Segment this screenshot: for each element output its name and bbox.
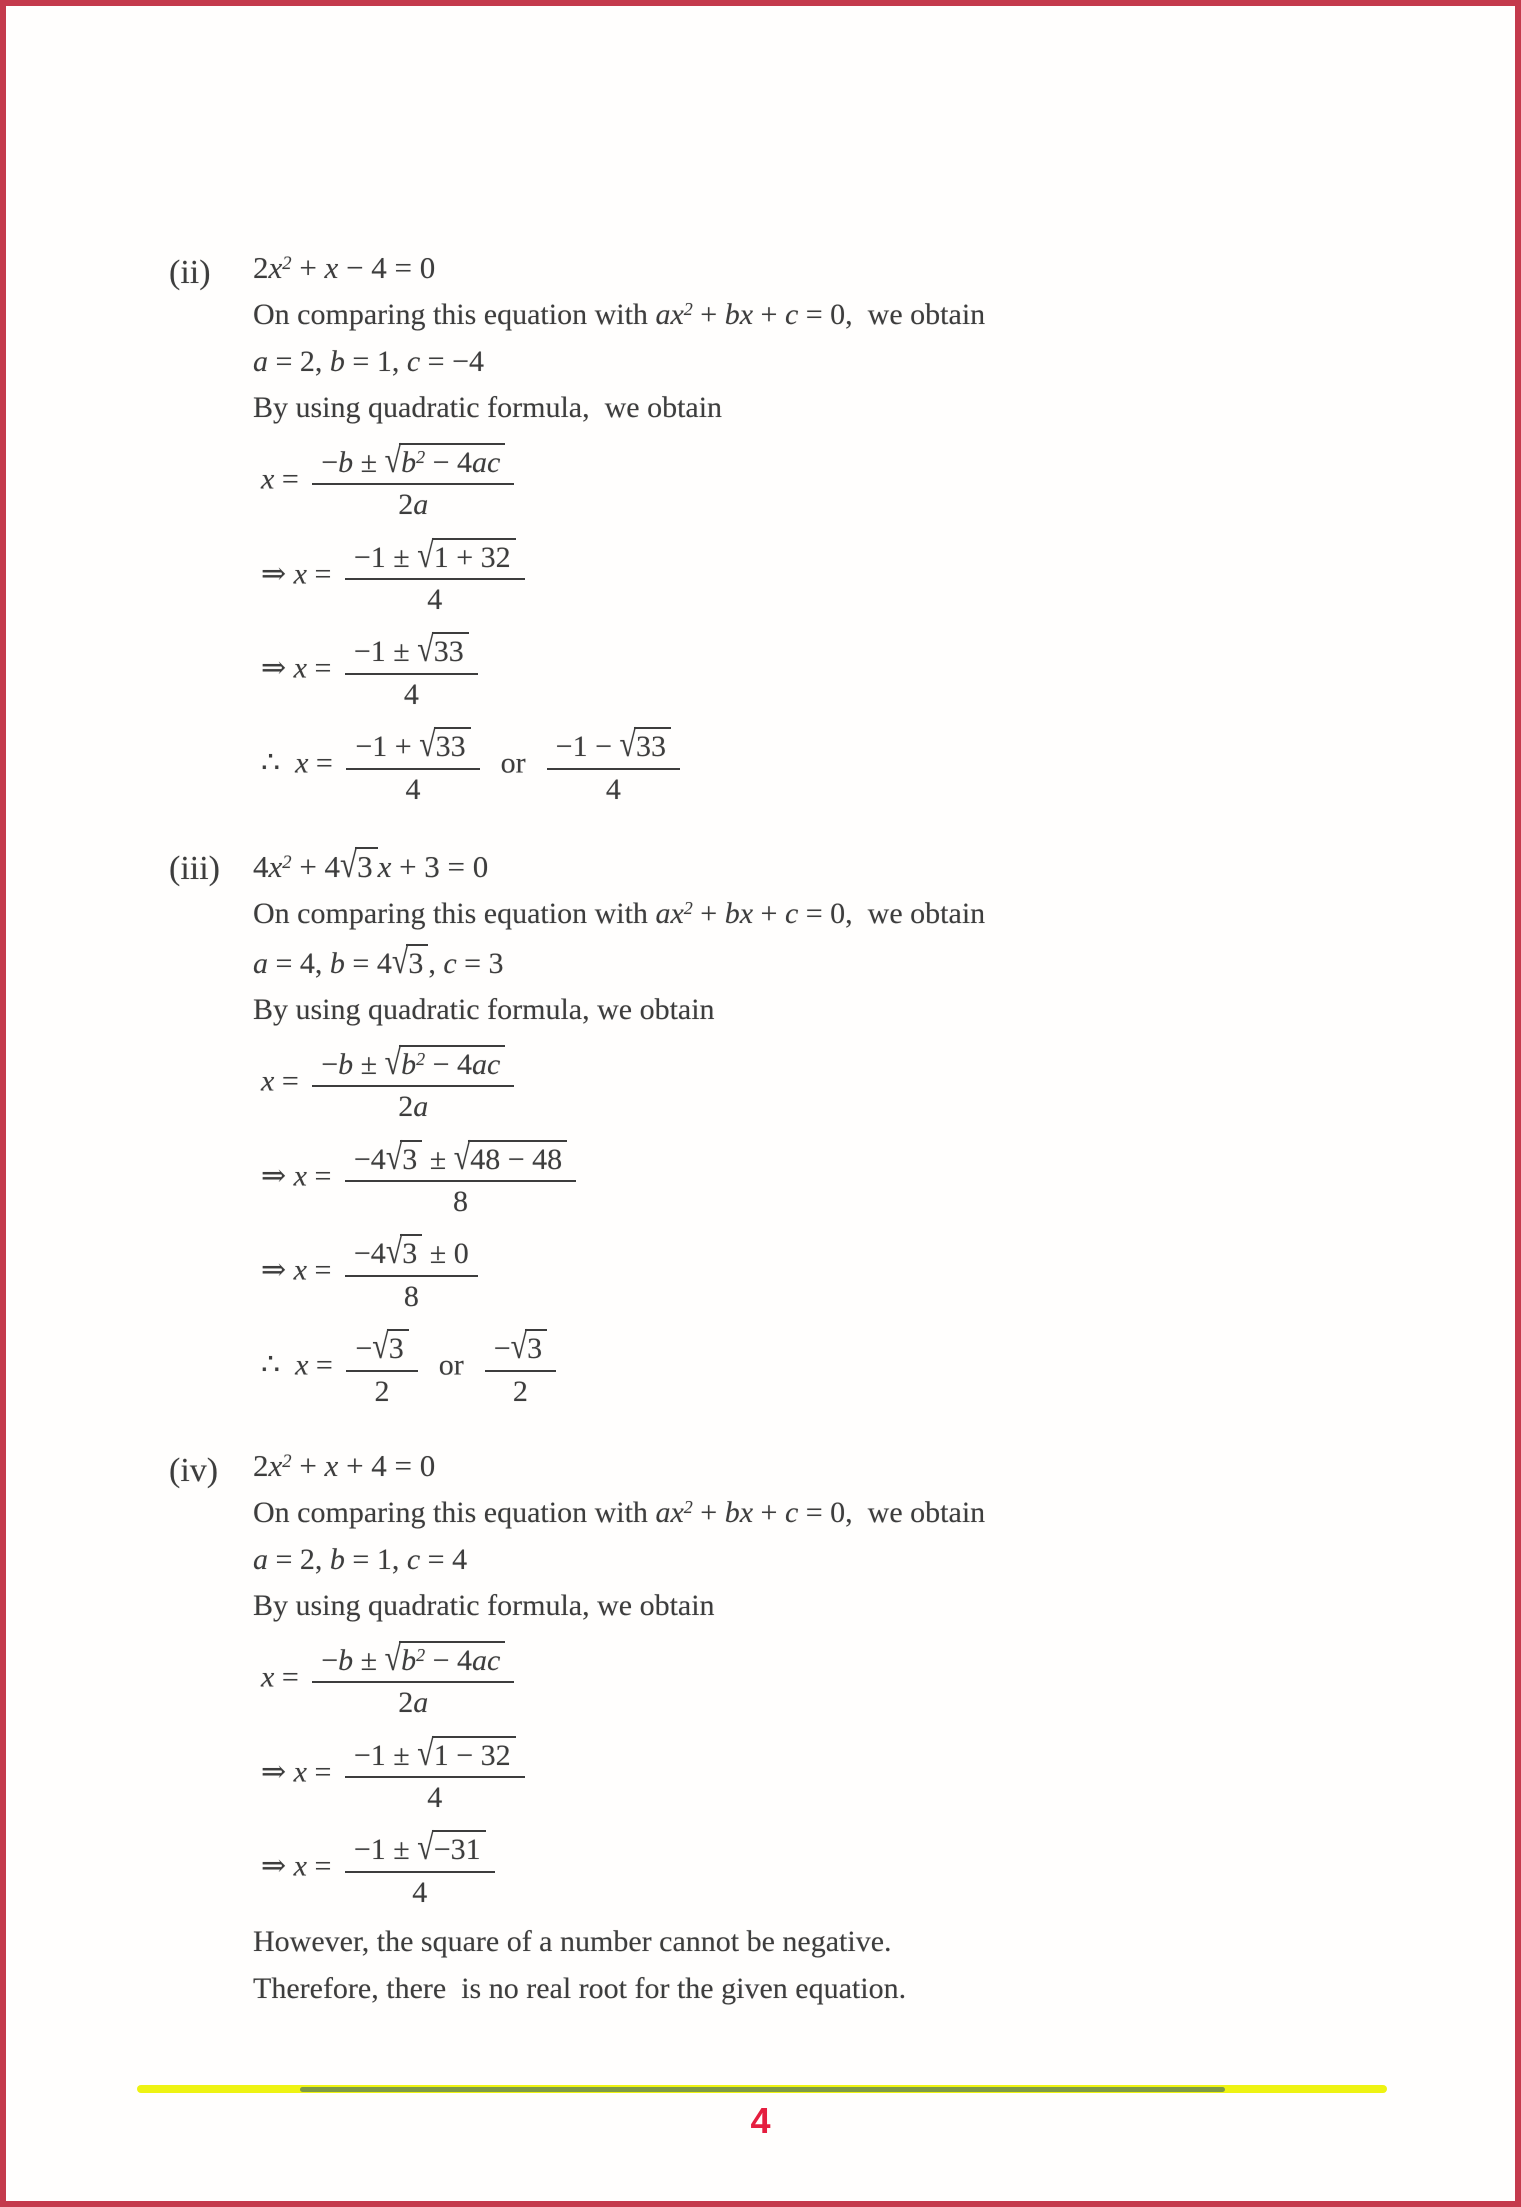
radical (453, 1137, 567, 1178)
denominator (346, 768, 479, 806)
section-body (253, 843, 1399, 1419)
math-text: = 0, we obtain (798, 897, 986, 931)
math-text: 1 + 32 (433, 540, 511, 574)
text-line (253, 1925, 1399, 1959)
radical (417, 1733, 515, 1774)
radical (372, 1326, 408, 1367)
math-text: = 3 (456, 946, 504, 980)
equation-line (253, 1825, 1399, 1912)
text-line (253, 897, 1399, 931)
math-text: ⇒ (261, 1754, 294, 1788)
math-text: 48 − 48 (470, 1142, 563, 1176)
denominator (345, 1776, 525, 1814)
math-text: = (306, 1754, 339, 1788)
numerator (345, 630, 478, 672)
radicand (432, 1830, 486, 1866)
fraction (346, 1327, 417, 1408)
section-body (253, 1449, 1399, 2018)
math-text: On comparing this equation with (253, 298, 656, 332)
math-text: − (321, 445, 339, 479)
fraction (345, 1828, 495, 1909)
equation-line (253, 251, 1399, 285)
math-text: = (306, 651, 339, 685)
math-text: b (338, 1047, 354, 1081)
denominator (312, 1681, 514, 1719)
numerator (312, 441, 514, 483)
math-text: ax (655, 897, 684, 931)
math-text: + (692, 298, 725, 332)
radical (384, 1042, 506, 1083)
radical (384, 1638, 506, 1679)
fraction (485, 1327, 556, 1408)
numerator (312, 1043, 514, 1085)
equation-line (253, 1229, 1399, 1316)
radical (384, 440, 506, 481)
fraction (346, 725, 479, 806)
math-text: = (274, 1064, 307, 1098)
text-line (253, 345, 1399, 379)
text-line (253, 993, 1399, 1027)
math-text: + (291, 1448, 325, 1483)
math-text: −4 (353, 1237, 386, 1271)
math-text: − (321, 1643, 339, 1677)
math-text: ⇒ (261, 1253, 294, 1287)
math-text: 33 (435, 730, 466, 764)
math-text: = 4 (420, 1542, 468, 1576)
math-text: 4 (427, 583, 443, 617)
math-text: ± (353, 1643, 385, 1677)
math-text: + (753, 1496, 785, 1530)
fraction (345, 1232, 478, 1313)
math-text: + 4 = 0 (338, 1448, 436, 1483)
numerator (345, 1828, 495, 1870)
math-text: = 4 (344, 946, 392, 980)
math-text: + (692, 897, 725, 931)
numerator (345, 1138, 576, 1180)
math-text: 8 (403, 1279, 419, 1313)
radical-sign-icon: √ (384, 1042, 402, 1083)
math-text: ax (655, 298, 684, 332)
math-text: x (261, 1064, 275, 1098)
math-text: = 1, (344, 1542, 407, 1576)
equation-line (253, 1040, 1399, 1127)
superscript: 2 (282, 252, 292, 274)
math-text: or (485, 746, 541, 780)
math-text: 1 − 32 (433, 1738, 511, 1772)
numerator (345, 1232, 478, 1274)
math-text: 2 (398, 488, 414, 522)
math-text: = (306, 1158, 339, 1192)
math-text: ⇒ (261, 556, 294, 590)
separator-line (137, 2085, 1387, 2093)
fraction (312, 1639, 514, 1720)
math-text: x (295, 746, 309, 780)
math-text: 2 (398, 1090, 414, 1124)
math-text: 2 (374, 1374, 390, 1408)
math-text: − (493, 1332, 511, 1366)
equation-line (253, 1324, 1399, 1411)
math-text: 3 (402, 1237, 418, 1271)
superscript: 2 (282, 851, 292, 873)
radical-sign-icon: √ (372, 1326, 389, 1367)
math-text: = (306, 556, 339, 590)
page-number: 4 (750, 2100, 771, 2141)
math-text: = (308, 1348, 341, 1382)
math-text: ± (353, 445, 385, 479)
math-text: 4 (253, 849, 269, 884)
math-text: c (443, 946, 457, 980)
math-text: bx (724, 298, 754, 332)
radical-sign-icon: √ (385, 1137, 403, 1178)
numerator (345, 1734, 525, 1776)
radical (340, 843, 378, 886)
math-text: However, the square of a number cannot be negative. (253, 1925, 892, 1959)
math-text: a (413, 488, 429, 522)
math-text: x (293, 1754, 307, 1788)
math-text: ⇒ (261, 1158, 294, 1192)
radical-sign-icon: √ (419, 724, 436, 765)
radicand (399, 1045, 505, 1081)
math-text: On comparing this equation with (253, 897, 656, 931)
radical-sign-icon: √ (384, 1638, 402, 1679)
math-text: x (268, 849, 283, 884)
math-text: −31 (433, 1833, 481, 1867)
math-text: −1 ± (353, 1833, 418, 1867)
text-line (253, 391, 1399, 425)
math-text: − 4 (425, 445, 473, 479)
text-line (253, 1496, 1399, 1530)
radicand (432, 632, 469, 668)
section-label: (iv) (169, 1452, 219, 1489)
radical (385, 1231, 422, 1273)
superscript: 2 (683, 299, 693, 320)
radical-sign-icon: √ (417, 1827, 434, 1869)
math-text: ax (655, 1496, 684, 1530)
equation-line (253, 722, 1399, 809)
math-text: c (784, 1496, 799, 1530)
math-text: − (355, 1332, 373, 1366)
equation-line (253, 627, 1399, 714)
radicand (468, 1140, 567, 1176)
math-text: x (293, 556, 307, 590)
math-text: ac (472, 1643, 501, 1677)
radicand (387, 1329, 409, 1365)
radical-sign-icon: √ (453, 1137, 471, 1178)
math-text: b (329, 946, 345, 980)
radical (385, 1137, 422, 1178)
math-text: b (338, 445, 354, 479)
math-text: x (295, 1348, 309, 1382)
math-text: By using quadratic formula, we obtain (253, 1589, 715, 1623)
fraction (312, 441, 514, 522)
radical-sign-icon: √ (391, 941, 409, 982)
math-text: −4 (353, 1142, 386, 1176)
math-text: = (274, 462, 307, 496)
denominator (346, 1370, 417, 1408)
math-text: = 4, (268, 946, 330, 980)
superscript: 2 (683, 1497, 693, 1518)
radical-sign-icon: √ (384, 440, 402, 481)
math-text: c (406, 1542, 421, 1576)
math-text: −1 + (355, 730, 420, 764)
radicand (355, 847, 378, 884)
fraction (345, 536, 525, 617)
math-text: ± (353, 1047, 385, 1081)
math-text: Therefore, there is no real root for the given equation. (253, 1971, 907, 2005)
math-text: By using quadratic formula, we obtain (253, 993, 715, 1027)
math-text: x (261, 462, 275, 496)
section-body (253, 251, 1399, 817)
radical-sign-icon: √ (417, 1733, 434, 1774)
radicand (634, 727, 671, 763)
denominator (345, 1871, 495, 1909)
math-text: − 4 (425, 1643, 473, 1677)
math-text: ± (422, 1142, 454, 1176)
denominator (312, 1085, 514, 1123)
math-text: = −4 (420, 344, 485, 378)
math-text: b (329, 344, 345, 378)
math-text: x (293, 1253, 307, 1287)
section-label: (ii) (169, 254, 211, 291)
superscript: 2 (416, 446, 426, 467)
math-text: + (753, 298, 785, 332)
math-text: 4 (403, 677, 419, 711)
fraction (547, 725, 680, 806)
radicand (432, 538, 516, 574)
math-text: ac (472, 445, 501, 479)
math-text: b (401, 1643, 417, 1677)
math-text: c (406, 344, 421, 378)
math-text: + (692, 1496, 725, 1530)
math-text: , (428, 946, 444, 980)
math-text: − 4 (425, 1047, 473, 1081)
math-text: a (253, 344, 268, 378)
math-text: x (324, 1448, 339, 1483)
math-text: − (321, 1047, 339, 1081)
math-text: 2 (512, 1374, 528, 1408)
radicand (400, 1140, 422, 1176)
radical (510, 1326, 547, 1367)
solution-section-iii (169, 843, 1399, 1419)
denominator (547, 768, 680, 806)
denominator (345, 1275, 478, 1313)
math-text: b (401, 445, 417, 479)
math-text: 3 (402, 1142, 418, 1176)
math-text: −1 ± (353, 1738, 418, 1772)
numerator (312, 1639, 514, 1681)
solution-section-iv (169, 1449, 1399, 2018)
radical (391, 941, 428, 982)
radicand (525, 1329, 547, 1365)
math-text: 2 (253, 1448, 269, 1483)
math-text: = (274, 1660, 307, 1694)
math-text: 33 (635, 730, 666, 764)
denominator (345, 673, 478, 711)
math-text: ± 0 (422, 1237, 469, 1271)
math-text: + (291, 250, 325, 285)
radical-sign-icon: √ (417, 535, 434, 576)
math-text: a (413, 1090, 429, 1124)
numerator (547, 725, 680, 767)
fraction (345, 630, 478, 711)
radical (417, 535, 515, 576)
math-text: −1 ± (353, 540, 418, 574)
fraction (345, 1138, 576, 1219)
math-text: = 2, (268, 1542, 330, 1576)
math-text: = 2, (268, 344, 330, 378)
math-text: x (261, 1660, 275, 1694)
math-text: x (293, 651, 307, 685)
radicand (434, 727, 471, 763)
math-text: = 0, we obtain (798, 298, 986, 332)
radical (619, 724, 671, 765)
math-text: 3 (527, 1332, 543, 1366)
math-text: b (329, 1542, 345, 1576)
superscript: 2 (282, 1450, 292, 1472)
math-text: or (423, 1348, 479, 1382)
math-text: b (338, 1643, 354, 1677)
math-text: a (413, 1686, 429, 1720)
text-line (253, 941, 1399, 982)
math-text: ⇒ (261, 651, 294, 685)
radicand (399, 443, 505, 479)
math-text: x (268, 250, 283, 285)
math-text: bx (724, 897, 754, 931)
superscript: 2 (416, 1048, 426, 1069)
math-text: 3 (408, 946, 424, 980)
math-text: x (324, 250, 339, 285)
math-text: 3 (357, 849, 373, 884)
math-text: + 4 (291, 849, 341, 884)
math-text: bx (724, 1496, 754, 1530)
math-text: − 4 = 0 (338, 250, 436, 285)
radical-sign-icon: √ (510, 1326, 528, 1367)
radical-sign-icon: √ (619, 724, 636, 765)
math-text: c (784, 298, 799, 332)
equation-line (253, 438, 1399, 525)
math-text: 8 (453, 1185, 469, 1219)
math-text: x (293, 1158, 307, 1192)
math-text: + 3 = 0 (391, 849, 489, 884)
radical (419, 724, 470, 765)
math-text: On comparing this equation with (253, 1496, 656, 1530)
fraction (345, 1734, 525, 1815)
math-text: a (253, 1542, 268, 1576)
equation-line (253, 1731, 1399, 1818)
equation-line (253, 533, 1399, 620)
math-text: = 0, we obtain (798, 1496, 986, 1530)
denominator (345, 1180, 576, 1218)
numerator (346, 1327, 417, 1369)
math-text: x (377, 849, 392, 884)
radical-sign-icon: √ (417, 629, 434, 671)
math-text: x (293, 1849, 307, 1883)
denominator (312, 483, 514, 521)
equation-line (253, 1135, 1399, 1222)
math-text: 3 (388, 1332, 404, 1366)
math-text: −1 − (555, 730, 620, 764)
radical-sign-icon: √ (340, 843, 358, 886)
equation-line (253, 1449, 1399, 1483)
math-text: + (753, 897, 785, 931)
radicand (406, 944, 428, 980)
radical-sign-icon: √ (385, 1231, 403, 1273)
math-text: ∴ (261, 746, 296, 780)
numerator (346, 725, 479, 767)
numerator (485, 1327, 556, 1369)
numerator (345, 536, 525, 578)
math-text: 2 (398, 1686, 414, 1720)
math-text: c (784, 897, 799, 931)
section-label: (iii) (169, 850, 220, 887)
equation-line (253, 843, 1399, 886)
radicand (432, 1736, 516, 1772)
solutions-content (169, 251, 1399, 2048)
math-text: ac (472, 1047, 501, 1081)
math-text: x (268, 1448, 283, 1483)
math-text: = (306, 1849, 339, 1883)
math-text: 4 (405, 772, 421, 806)
math-text: ∴ (261, 1348, 296, 1382)
text-line (253, 1543, 1399, 1577)
radicand (399, 1641, 505, 1677)
radicand (400, 1234, 422, 1270)
denominator (345, 578, 525, 616)
text-line (253, 298, 1399, 332)
math-text: 4 (427, 1781, 443, 1815)
math-text: = (308, 746, 341, 780)
fraction (312, 1043, 514, 1124)
superscript: 2 (416, 1644, 426, 1665)
radical (417, 1827, 485, 1869)
radical (417, 629, 468, 671)
math-text: −1 ± (353, 635, 418, 669)
denominator (485, 1370, 556, 1408)
math-text: = (306, 1253, 339, 1287)
math-text: 33 (433, 635, 464, 669)
text-line (253, 1972, 1399, 2006)
math-text: 2 (253, 250, 269, 285)
math-text: b (401, 1047, 417, 1081)
math-text: ⇒ (261, 1849, 294, 1883)
math-text: a (253, 946, 268, 980)
math-text: 4 (605, 772, 621, 806)
superscript: 2 (683, 898, 693, 919)
equation-line (253, 1636, 1399, 1723)
math-text: = 1, (344, 344, 407, 378)
math-text: 4 (412, 1875, 428, 1909)
math-text: By using quadratic formula, we obtain (253, 391, 723, 425)
text-line (253, 1589, 1399, 1623)
solution-section-ii (169, 251, 1399, 817)
